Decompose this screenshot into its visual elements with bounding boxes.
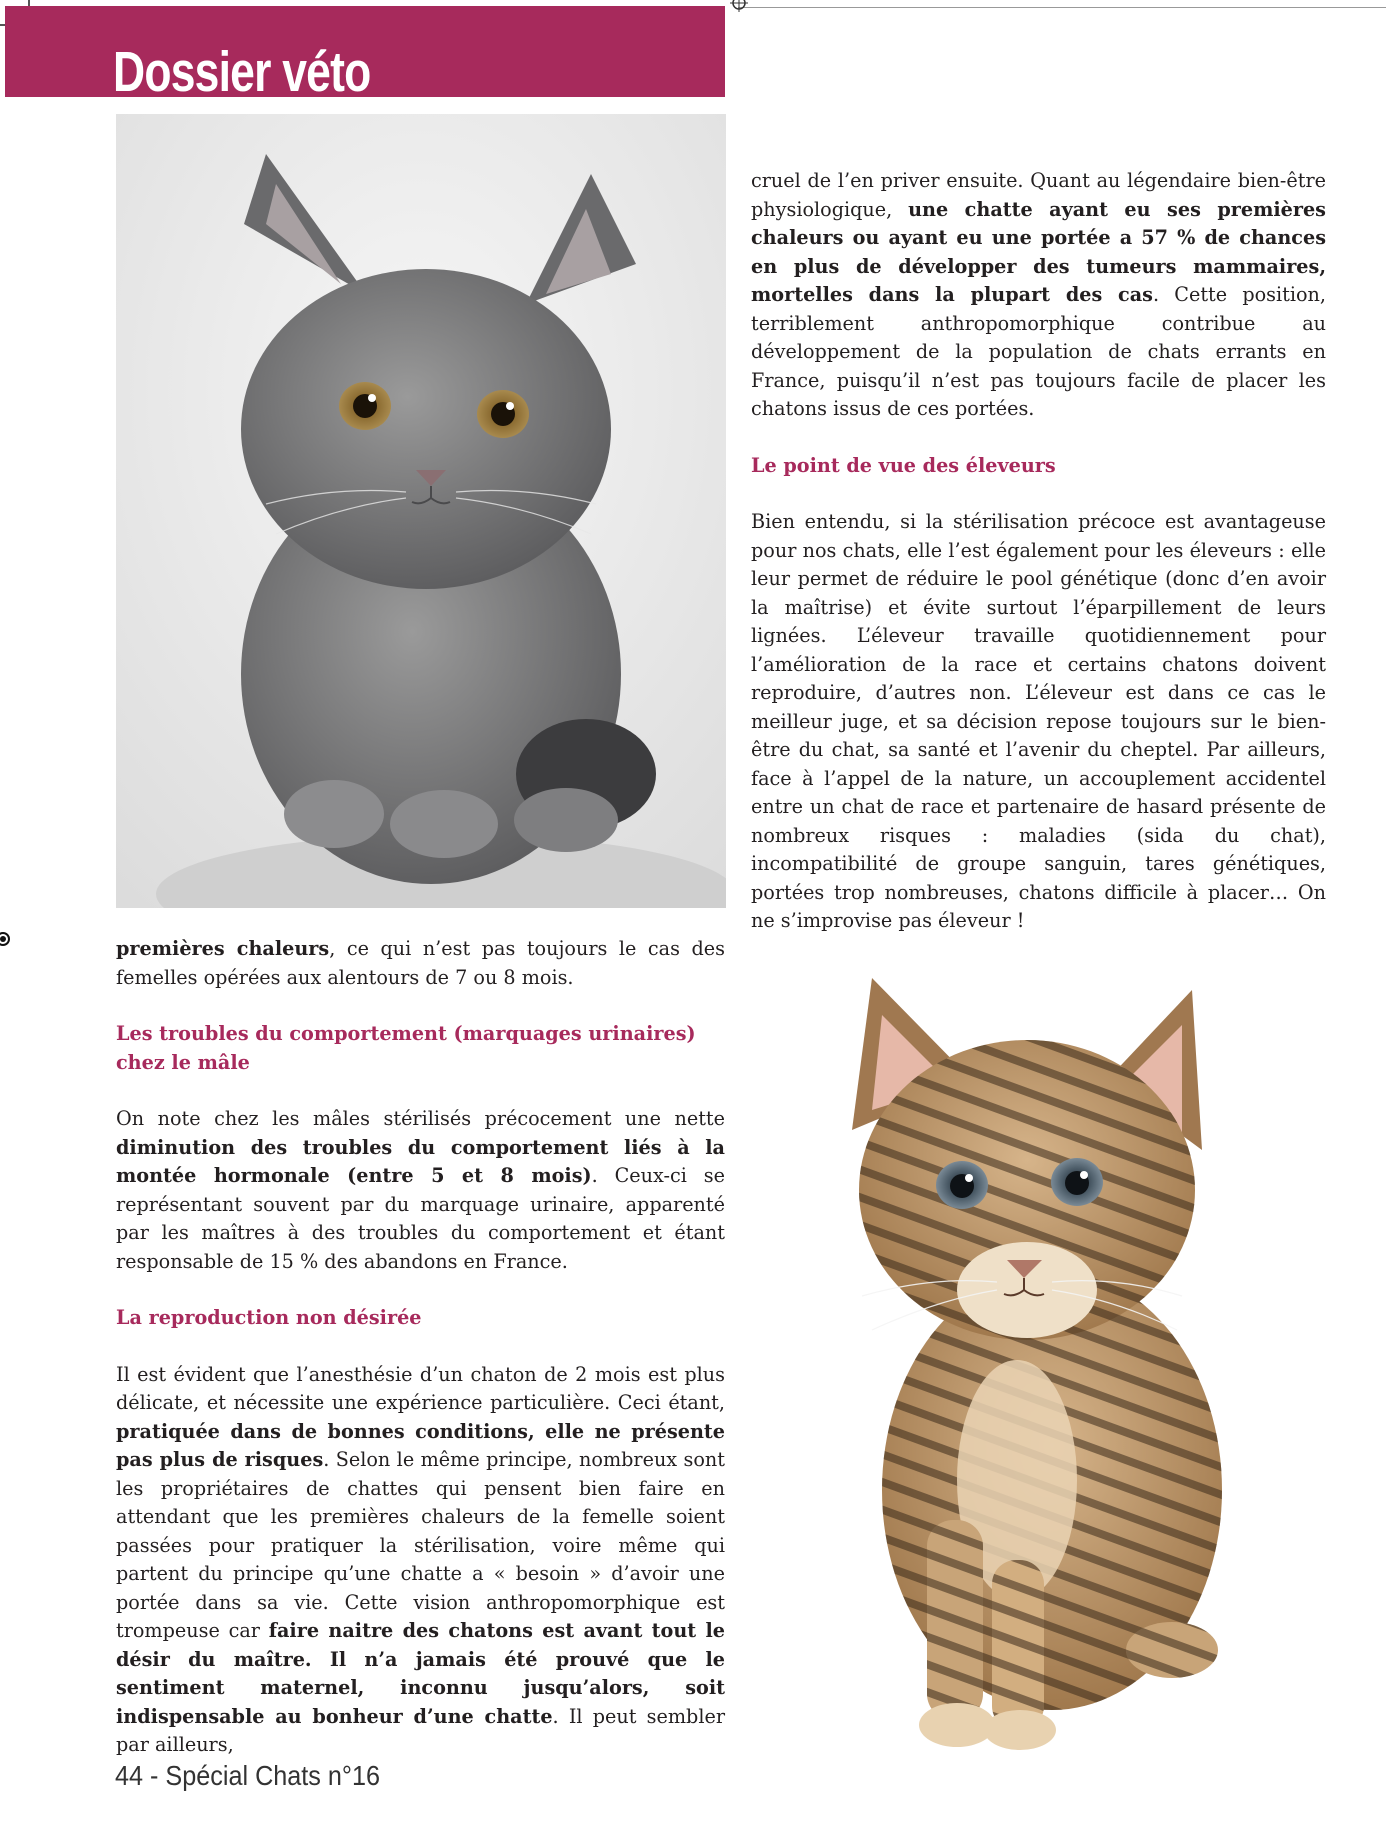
bold-text-run: faire naitre des chatons est avant tout le désir du maître. Il n’a jamais été prouvé que le sentiment maternel, inconnu jusqu’alors, soit indispensable au bonheur d’une chatte (116, 1619, 725, 1728)
paragraph (751, 167, 1326, 424)
paragraph (116, 1361, 725, 1760)
crop-mark (738, 7, 1386, 8)
grey-kitten-photo (116, 114, 726, 908)
bold-text-run: une chatte ayant eu ses premières chaleurs ou ayant eu une portée a 57 % de chances en plus de développer des tumeurs mammaires, mortelles dans la plupart des cas (751, 197, 1326, 306)
section-heading: Les troubles du comportement (marquages urinaires) chez le mâle (116, 1022, 696, 1074)
text-run: , ce qui n’est pas toujours le cas des femelles opérées aux alentours de 7 ou 8 mois. (116, 937, 725, 989)
text-run: Bien entendu, si la stérilisation précoce est avantageuse pour nos chats, elle l’est également pour les éleveurs : elle leur permet de réduire le pool génétique (donc d’en avoir la maîtrise) et évite surtout l’éparpillement de leurs lignées. L’éleveur travaille quotidiennement pour l’amélioration de la race et certains chatons doivent reproduire, d’autres non. L’éleveur est dans ce cas le meilleur juge, et sa décision repose toujours sur le bien-être du chat, sa santé et l’avenir du cheptel. Par ailleurs, face à l’appel de la nature, un accouplement accidentel entre un chat de race et partenaire de hasard présente de nombreux risques : maladies (sida du chat), incompatibilité de groupe sanguin, tares génétiques, portées trop nombreuses, chatons difficile à placer… On ne s’improvise pas éleveur ! (751, 510, 1326, 932)
registration-mark (730, 0, 748, 12)
paragraph (116, 1105, 725, 1276)
bold-text-run: pratiquée dans de bonnes conditions, elle ne présente pas plus de risques (116, 1419, 725, 1471)
section-heading: Le point de vue des éleveurs (751, 453, 1056, 477)
registration-mark (0, 930, 12, 948)
page-title: Dossier véto (113, 40, 371, 104)
paragraph (116, 935, 725, 992)
text-run: . Cette position, terriblement anthropomorphique contribue au développement de la population de chats errants en France, puisqu’il n’est pas toujours facile de placer les chatons issus de ces portées. (751, 283, 1326, 420)
section-heading: La reproduction non désirée (116, 1306, 422, 1329)
text-run: cruel de l’en priver ensuite. Quant au légendaire bien-être physiologique, (751, 169, 1326, 221)
bold-text-run: diminution des troubles du comportement liés à la montée hormonale (entre 5 et 8 mois) (116, 1135, 725, 1187)
page-folio: 44 - Spécial Chats n°16 (115, 1760, 381, 1791)
tabby-kitten-photo (752, 960, 1362, 1762)
text-run: On note chez les mâles stérilisés précocement une nette (116, 1107, 725, 1130)
text-run: Il est évident que l’anesthésie d’un chaton de 2 mois est plus délicate, et nécessite une expérience particulière. Ceci étant, (116, 1362, 725, 1414)
left-column-text (116, 935, 725, 1760)
text-run: . Il peut sembler par ailleurs, (116, 1704, 725, 1756)
right-column-text (751, 167, 1326, 936)
text-run: . Ceux-ci se représentant souvent par du marquage urinaire, apparenté par les maîtres à des troubles du comportement et étant responsable de 15 % des abandons en France. (116, 1164, 725, 1273)
text-run: . Selon le même principe, nombreux sont les propriétaires de chattes qui pensent bien faire en attendant que les premières chaleurs de la femelle soient passées pour pratiquer la stérilisation, voire même qui partent du principe qu’une chatte a « besoin » d’avoir une portée dans sa vie. Cette vision anthropomorphique est trompeuse car (116, 1448, 725, 1642)
bold-text-run: premières chaleurs (116, 937, 330, 960)
paragraph (751, 508, 1326, 936)
